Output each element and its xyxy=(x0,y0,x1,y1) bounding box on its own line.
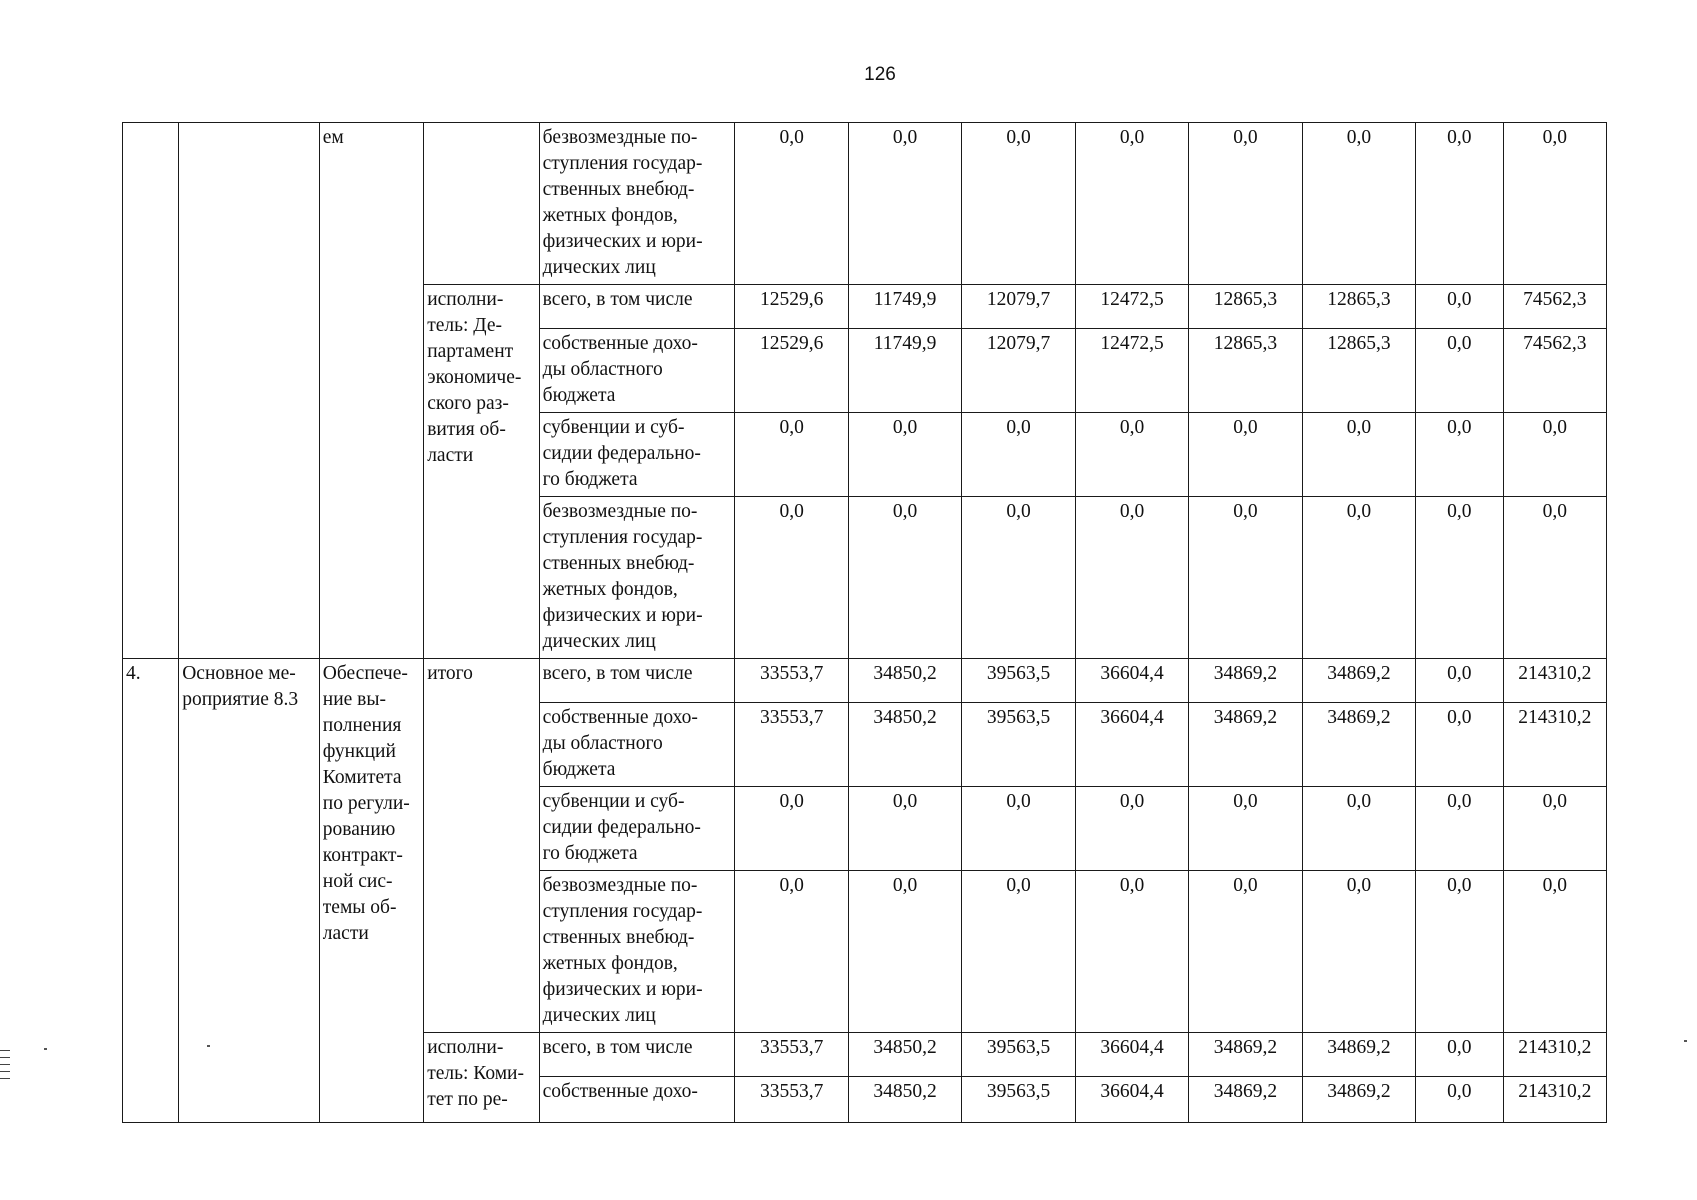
value-cell: 0,0 xyxy=(1503,497,1607,659)
value-cell: 0,0 xyxy=(1302,497,1415,659)
funding-source-cell: безвозмездные по- ступления государ- ственных внебюд- жетных фондов, физических и юри- дических лиц xyxy=(539,497,735,659)
scan-speck xyxy=(1684,1040,1687,1042)
funding-source-cell: собственные дохо- ды областного бюджета xyxy=(539,329,735,413)
value-cell: 12865,3 xyxy=(1189,285,1302,329)
value-cell: 0,0 xyxy=(1416,329,1503,413)
value-cell: 36604,4 xyxy=(1075,703,1188,787)
value-cell: 34869,2 xyxy=(1302,659,1415,703)
value-cell: 36604,4 xyxy=(1075,1077,1188,1123)
funding-source-cell: безвозмездные по- ступления государ- ственных внебюд- жетных фондов, физических и юри- дических лиц xyxy=(539,123,735,285)
value-cell: 12865,3 xyxy=(1302,329,1415,413)
value-cell: 34869,2 xyxy=(1189,1033,1302,1077)
description-cell: ем xyxy=(319,123,423,659)
funding-source-cell: собственные дохо- ды областного бюджета xyxy=(539,703,735,787)
value-cell: 33553,7 xyxy=(735,1033,848,1077)
value-cell: 0,0 xyxy=(1302,871,1415,1033)
page-number: 126 xyxy=(864,64,896,85)
value-cell: 12529,6 xyxy=(735,329,848,413)
scan-speck xyxy=(207,1045,210,1047)
value-cell: 0,0 xyxy=(735,497,848,659)
value-cell: 39563,5 xyxy=(962,1077,1075,1123)
value-cell: 0,0 xyxy=(962,123,1075,285)
value-cell: 0,0 xyxy=(1416,787,1503,871)
value-cell: 0,0 xyxy=(848,123,961,285)
value-cell: 0,0 xyxy=(848,871,961,1033)
value-cell: 0,0 xyxy=(735,871,848,1033)
value-cell: 12865,3 xyxy=(1302,285,1415,329)
value-cell: 0,0 xyxy=(962,787,1075,871)
value-cell: 0,0 xyxy=(735,123,848,285)
executor-cell xyxy=(424,123,539,285)
value-cell: 0,0 xyxy=(848,787,961,871)
value-cell: 0,0 xyxy=(1302,787,1415,871)
value-cell: 0,0 xyxy=(1302,123,1415,285)
value-cell: 11749,9 xyxy=(848,285,961,329)
budget-table xyxy=(122,122,1607,1123)
value-cell: 0,0 xyxy=(1416,1033,1503,1077)
value-cell: 12472,5 xyxy=(1075,285,1188,329)
value-cell: 214310,2 xyxy=(1503,1077,1607,1123)
value-cell: 74562,3 xyxy=(1503,285,1607,329)
value-cell: 0,0 xyxy=(1075,871,1188,1033)
value-cell: 12472,5 xyxy=(1075,329,1188,413)
funding-source-cell: безвозмездные по- ступления государ- ственных внебюд- жетных фондов, физических и юри- дических лиц xyxy=(539,871,735,1033)
value-cell: 12079,7 xyxy=(962,329,1075,413)
value-cell: 34850,2 xyxy=(848,703,961,787)
value-cell: 0,0 xyxy=(735,413,848,497)
value-cell: 0,0 xyxy=(1503,787,1607,871)
value-cell: 0,0 xyxy=(1416,703,1503,787)
number-cell: 4. xyxy=(123,659,179,1123)
value-cell: 34869,2 xyxy=(1302,1033,1415,1077)
value-cell: 34850,2 xyxy=(848,1077,961,1123)
value-cell: 0,0 xyxy=(1416,413,1503,497)
value-cell: 34850,2 xyxy=(848,1033,961,1077)
value-cell: 0,0 xyxy=(848,497,961,659)
value-cell: 34869,2 xyxy=(1302,1077,1415,1123)
executor-cell: исполни- тель: Де- партамент экономиче- ского раз- вития об- ласти xyxy=(424,285,539,659)
value-cell: 0,0 xyxy=(1075,497,1188,659)
value-cell: 39563,5 xyxy=(962,703,1075,787)
funding-source-cell: всего, в том числе xyxy=(539,659,735,703)
event-name-cell xyxy=(179,123,320,659)
value-cell: 0,0 xyxy=(1302,413,1415,497)
value-cell: 34869,2 xyxy=(1302,703,1415,787)
value-cell: 0,0 xyxy=(1416,285,1503,329)
value-cell: 0,0 xyxy=(1503,123,1607,285)
executor-cell: исполни- тель: Коми- тет по ре- xyxy=(424,1033,539,1123)
value-cell: 0,0 xyxy=(1189,787,1302,871)
value-cell: 214310,2 xyxy=(1503,1033,1607,1077)
value-cell: 0,0 xyxy=(735,787,848,871)
value-cell: 0,0 xyxy=(1503,413,1607,497)
value-cell: 0,0 xyxy=(1075,123,1188,285)
value-cell: 214310,2 xyxy=(1503,659,1607,703)
executor-cell: итого xyxy=(424,659,539,1033)
value-cell: 12865,3 xyxy=(1189,329,1302,413)
description-cell: Обеспече- ние вы- полнения функций Комитета по регули- рованию контракт- ной сис- темы об- ласти xyxy=(319,659,423,1123)
scan-edge-marks xyxy=(0,1050,12,1102)
value-cell: 0,0 xyxy=(848,413,961,497)
value-cell: 12079,7 xyxy=(962,285,1075,329)
funding-source-cell: собственные дохо- xyxy=(539,1077,735,1123)
value-cell: 0,0 xyxy=(1503,871,1607,1033)
value-cell: 11749,9 xyxy=(848,329,961,413)
table-body xyxy=(123,123,1607,1123)
value-cell: 0,0 xyxy=(1189,123,1302,285)
value-cell: 34869,2 xyxy=(1189,703,1302,787)
event-name-cell: Основное ме- роприятие 8.3 xyxy=(179,659,320,1123)
value-cell: 0,0 xyxy=(962,497,1075,659)
value-cell: 0,0 xyxy=(1075,413,1188,497)
value-cell: 0,0 xyxy=(962,413,1075,497)
scan-speck xyxy=(44,1048,47,1050)
value-cell: 34869,2 xyxy=(1189,659,1302,703)
table-row xyxy=(123,123,1607,285)
value-cell: 0,0 xyxy=(1416,497,1503,659)
value-cell: 0,0 xyxy=(1075,787,1188,871)
funding-source-cell: всего, в том числе xyxy=(539,285,735,329)
value-cell: 33553,7 xyxy=(735,703,848,787)
value-cell: 0,0 xyxy=(1189,413,1302,497)
value-cell: 34850,2 xyxy=(848,659,961,703)
value-cell: 0,0 xyxy=(1416,1077,1503,1123)
value-cell: 34869,2 xyxy=(1189,1077,1302,1123)
value-cell: 12529,6 xyxy=(735,285,848,329)
value-cell: 33553,7 xyxy=(735,1077,848,1123)
table-row xyxy=(123,659,1607,703)
value-cell: 0,0 xyxy=(1416,123,1503,285)
value-cell: 36604,4 xyxy=(1075,1033,1188,1077)
value-cell: 214310,2 xyxy=(1503,703,1607,787)
value-cell: 0,0 xyxy=(1189,497,1302,659)
value-cell: 0,0 xyxy=(1416,659,1503,703)
value-cell: 0,0 xyxy=(962,871,1075,1033)
value-cell: 33553,7 xyxy=(735,659,848,703)
value-cell: 39563,5 xyxy=(962,1033,1075,1077)
value-cell: 0,0 xyxy=(1189,871,1302,1033)
number-cell xyxy=(123,123,179,659)
funding-source-cell: субвенции и суб- сидии федерально- го бюджета xyxy=(539,787,735,871)
value-cell: 0,0 xyxy=(1416,871,1503,1033)
value-cell: 74562,3 xyxy=(1503,329,1607,413)
value-cell: 39563,5 xyxy=(962,659,1075,703)
funding-source-cell: всего, в том числе xyxy=(539,1033,735,1077)
value-cell: 36604,4 xyxy=(1075,659,1188,703)
funding-source-cell: субвенции и суб- сидии федерально- го бюджета xyxy=(539,413,735,497)
